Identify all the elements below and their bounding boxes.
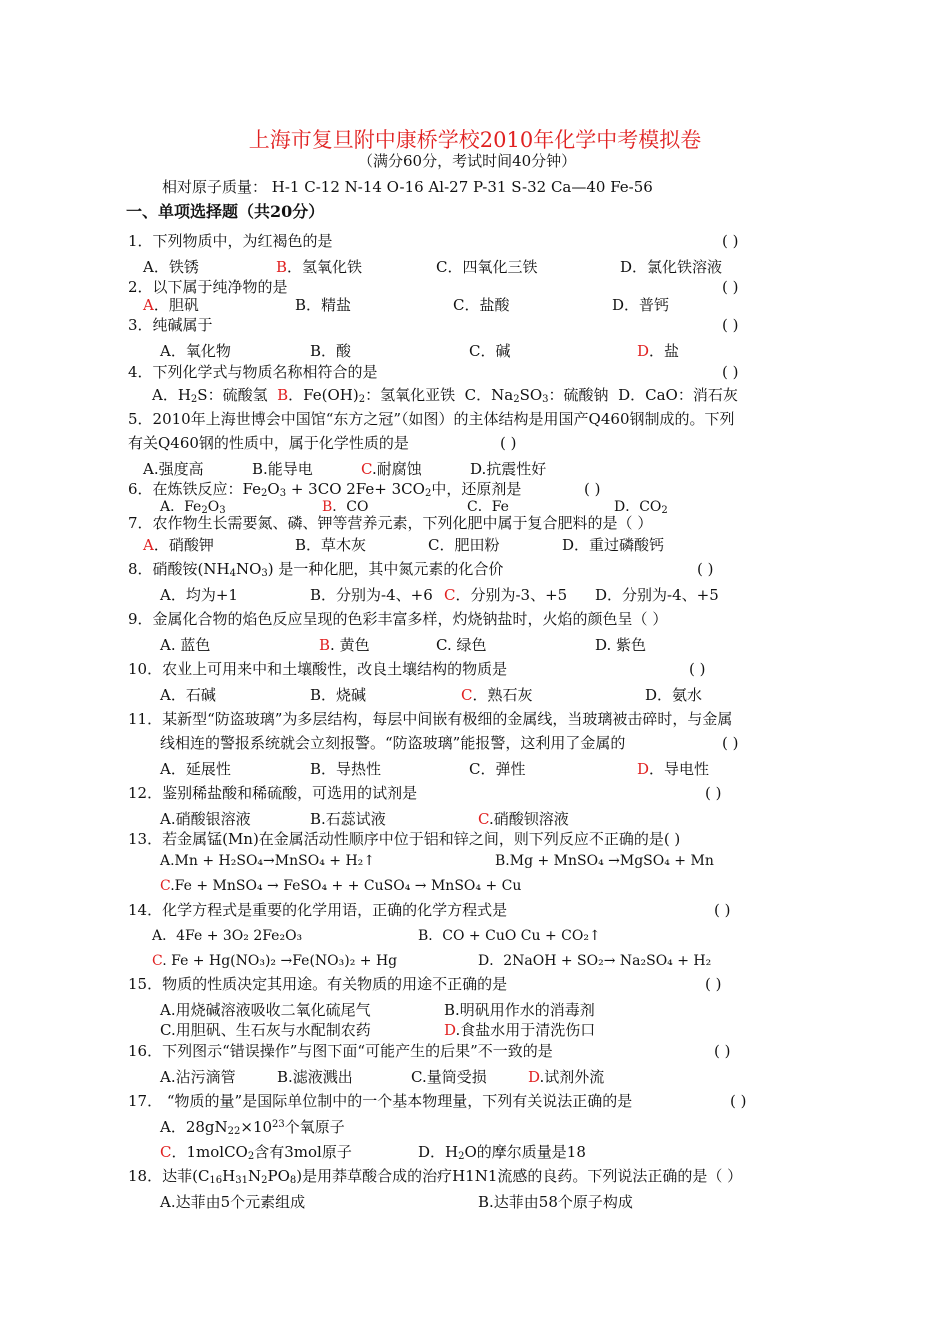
question-14-option-a: A．4Fe + 3O₂ 2Fe₂O₃	[152, 928, 303, 944]
option-text: .Fe + MnSO₄ → FeSO₄ + + CuSO₄ → MnSO₄ + Cu	[170, 878, 522, 894]
question-3-option-b: B．酸	[310, 342, 352, 360]
question-1-stem: 1．下列物质中，为红褐色的是	[128, 232, 333, 250]
question-3-stem: 3．纯碱属于	[128, 316, 213, 334]
option-text: .耐腐蚀	[371, 460, 422, 478]
option-text: ．分别为-3、+5	[455, 586, 568, 604]
answer-letter: C	[478, 810, 489, 828]
option-d: D．CaO：消石灰	[618, 386, 738, 404]
option-text: ．熟石灰	[472, 686, 533, 704]
question-5-line1: 5．2010年上海世博会中国馆“东方之冠”（如图）的主体结构是用国产Q460钢制成的。下列	[128, 410, 735, 428]
question-6-option-c: C．Fe	[467, 499, 509, 515]
question-1-option-d: D．氯化铁溶液	[620, 258, 723, 276]
option-text: ．导电性	[649, 760, 710, 778]
question-17-option-c: C．1molCO$_2$含有3mol原子	[160, 1143, 352, 1162]
question-8-option-c	[444, 584, 567, 606]
question-16-option-b: B.滤液溅出	[277, 1068, 353, 1086]
question-5-option-c	[361, 458, 422, 480]
question-5-option-a: A.强度高	[143, 460, 204, 478]
question-2-option-a	[143, 294, 199, 316]
question-10-option-d: D．氨水	[645, 686, 703, 704]
question-1-option-a: A．铁锈	[143, 258, 199, 276]
question-11-line2: 线相连的警报系统就会立刻报警。“防盗玻璃”能报警，这利用了金属的	[160, 734, 626, 752]
answer-letter: D	[637, 760, 650, 778]
question-1-option-c: C．四氧化三铁	[436, 258, 538, 276]
answer-letter: C	[444, 586, 456, 604]
atomic-masses: 相对原子质量： H-1 C-12 N-14 O-16 Al-27 P-31 S-32 Ca—40 Fe-56	[162, 178, 653, 196]
question-5-option-d: D.抗震性好	[470, 460, 547, 478]
question-13-option-c	[160, 875, 521, 897]
option-a: A．$H_2S$：硫酸氢	[152, 386, 268, 405]
option-text: ．硝酸钾	[153, 536, 214, 554]
question-13-option-b: B.Mg + MnSO₄ →MgSO₄ + Mn	[495, 853, 714, 869]
question-3-option-c: C．碱	[469, 342, 511, 360]
answer-letter: B	[322, 499, 333, 515]
question-17-stem: 17． “物质的量”是国际单位制中的一个基本物理量，下列有关说法正确的是	[128, 1092, 633, 1110]
question-4-answer-paren: ( )	[722, 363, 739, 381]
question-15-option-b: B.明矾用作水的消毒剂	[444, 1001, 595, 1019]
question-17-option-d: D．$H_2O$的摩尔质量是18	[418, 1143, 586, 1162]
question-8-option-b: B．分别为-4、+6	[310, 586, 433, 604]
question-11-option-b: B．导热性	[310, 760, 382, 778]
question-15-stem: 15．物质的性质决定其用途。有关物质的用途不正确的是	[128, 975, 508, 993]
question-6-stem: 6．在炼铁反应：$Fe_2O_3 + 3CO$ $2Fe+ 3CO_2$中，还原剂是	[128, 480, 522, 499]
question-11-option-c: C．弹性	[469, 760, 526, 778]
question-12-option-c	[478, 808, 569, 830]
question-11-answer-paren: ( )	[722, 734, 739, 752]
question-12-answer-paren: ( )	[705, 784, 722, 802]
question-7-stem: 7．农作物生长需要氮、磷、钾等营养元素，下列化肥中属于复合肥料的是（ ）	[128, 514, 653, 532]
question-16-option-a: A.沾污滴管	[160, 1068, 236, 1086]
option-text: ．胆矾	[153, 296, 199, 314]
option-text: .食盐水用于清洗伤口	[455, 1021, 596, 1039]
answer-letter: D	[444, 1021, 456, 1039]
question-9-option-d: D. 紫色	[595, 636, 647, 654]
option-text: .试剂外流	[539, 1068, 605, 1086]
question-15-answer-paren: ( )	[705, 975, 722, 993]
question-2-answer-paren: ( )	[722, 278, 739, 296]
question-1-option-b	[276, 256, 362, 278]
question-16-answer-paren: ( )	[714, 1042, 731, 1060]
section-title: 一、单项选择题（共20分）	[126, 202, 325, 221]
answer-letter: C	[461, 686, 473, 704]
question-6-option-a: A．$Fe_2O_3$	[160, 499, 226, 516]
question-7-option-a	[143, 534, 214, 556]
question-14-answer-paren: ( )	[714, 901, 731, 919]
question-11-line1: 11．某新型“防盗玻璃”为多层结构，每层中间嵌有极细的金属线，当玻璃被击碎时，与金属	[128, 710, 733, 728]
answer-letter: C	[160, 1143, 172, 1161]
answer-letter: D	[528, 1068, 540, 1086]
option-text: ．CO	[332, 499, 369, 515]
answer-letter: A	[143, 296, 154, 314]
question-5-line2: 有关Q460钢的性质中，属于化学性质的是	[128, 434, 409, 452]
answer-letter: C	[361, 460, 372, 478]
question-16-option-d	[528, 1066, 604, 1088]
question-8-option-d: D．分别为-4、+5	[595, 586, 719, 604]
question-12-option-b: B.石蕊试液	[310, 810, 386, 828]
question-11-option-a: A．延展性	[160, 760, 231, 778]
question-16-option-c: C.量筒受损	[411, 1068, 487, 1086]
question-15-option-c: C.用胆矾、生石灰与水配制农药	[160, 1021, 371, 1039]
answer-letter: A	[143, 536, 154, 554]
question-7-option-d: D．重过磷酸钙	[562, 536, 665, 554]
question-7-option-b: B．草木灰	[295, 536, 367, 554]
question-10-option-b: B．烧碱	[310, 686, 367, 704]
question-8-answer-paren: ( )	[697, 560, 714, 578]
question-11-option-d	[637, 758, 709, 780]
question-12-stem: 12．鉴别稀盐酸和稀硫酸，可选用的试剂是	[128, 784, 418, 802]
question-18-option-a: A.达菲由5个元素组成	[160, 1193, 306, 1211]
answer-letter: C	[160, 878, 171, 894]
question-9-option-a: A. 蓝色	[160, 636, 211, 654]
question-3-option-a: A．氧化物	[160, 342, 231, 360]
question-12-option-a: A.硝酸银溶液	[160, 810, 251, 828]
question-9-option-b	[319, 634, 370, 656]
question-9-stem: 9．金属化合物的焰色反应呈现的色彩丰富多样，灼烧钠盐时，火焰的颜色呈（ ）	[128, 610, 668, 628]
question-9-option-c: C. 绿色	[436, 636, 487, 654]
question-10-option-a: A．石碱	[160, 686, 216, 704]
question-17-option-a: A．$28gN_{22}\times 10^{23}$个氧原子	[160, 1118, 345, 1137]
option-text: .硝酸钡溶液	[488, 810, 569, 828]
question-2-stem: 2．以下属于纯净物的是	[128, 278, 288, 296]
page-subtitle: （满分60分，考试时间40分钟）	[358, 152, 577, 170]
question-3-answer-paren: ( )	[722, 316, 739, 334]
option-text: . Fe + Hg(NO₃)₂ →Fe(NO₃)₂ + Hg	[162, 953, 398, 969]
question-13-option-a: A.Mn + H₂SO₄→MnSO₄ + H₂↑	[160, 853, 375, 869]
option-c: C．$Na_2SO_3$：硫酸钠	[464, 386, 609, 405]
answer-letter: B	[319, 636, 331, 654]
question-5-answer-paren: ( )	[500, 434, 517, 452]
question-14-option-b: B．CO + CuO Cu + CO₂↑	[418, 928, 601, 944]
question-14-stem: 14．化学方程式是重要的化学用语，正确的化学方程式是	[128, 901, 508, 919]
question-4-stem: 4．下列化学式与物质名称相符合的是	[128, 363, 378, 381]
page-title: 上海市复旦附中康桥学校2010年化学中考模拟卷	[248, 128, 702, 152]
answer-letter: B	[276, 258, 288, 276]
question-13-stem: 13．若金属锰(Mn)在金属活动性顺序中位于铝和锌之间，则下列反应不正确的是( )	[128, 830, 681, 848]
question-6-option-d: D．$CO_2$	[614, 499, 668, 516]
question-4-options	[152, 384, 738, 406]
answer-letter: C	[152, 953, 163, 969]
question-2-option-c: C．盐酸	[453, 296, 510, 314]
question-17-answer-paren: ( )	[730, 1092, 747, 1110]
option-text: ．盐	[649, 342, 680, 360]
question-6-answer-paren: ( )	[584, 480, 601, 498]
answer-letter: D	[637, 342, 650, 360]
question-2-option-d: D．普钙	[612, 296, 670, 314]
question-14-option-c	[152, 950, 397, 972]
question-10-option-c	[461, 684, 533, 706]
question-8-stem: 8．硝酸铵$(NH_4NO_3)$ 是一种化肥，其中氮元素的化合价	[128, 560, 504, 579]
question-18-option-b: B.达菲由58个原子构成	[478, 1193, 633, 1211]
question-2-option-b: B．精盐	[295, 296, 352, 314]
question-1-answer-paren: ( )	[722, 232, 739, 250]
question-15-option-a: A.用烧碱溶液吸收二氧化硫尾气	[160, 1001, 371, 1019]
question-10-stem: 10．农业上可用来中和土壤酸性，改良土壤结构的物质是	[128, 660, 508, 678]
question-15-option-d	[444, 1019, 595, 1041]
question-16-stem: 16．下列图示“错误操作”与图下面“可能产生的后果”不一致的是	[128, 1042, 553, 1060]
question-10-answer-paren: ( )	[689, 660, 706, 678]
option-text: ．氢氧化铁	[287, 258, 363, 276]
question-14-option-d: D．2NaOH + SO₂→ Na₂SO₄ + H₂	[478, 953, 712, 969]
question-5-option-b: B.能导电	[252, 460, 313, 478]
option-text: . 黄色	[330, 636, 370, 654]
question-7-option-c: C．肥田粉	[428, 536, 500, 554]
question-3-option-d	[637, 340, 679, 362]
option-b: ．$Fe(OH)_2$：氢氧化亚铁	[288, 386, 456, 405]
answer-letter: B	[277, 386, 289, 404]
question-8-option-a: A．均为+1	[160, 586, 238, 604]
question-18-stem: 18．达菲$(C_{16}H_{31}N_2PO_8)$是用莽草酸合成的治疗H1N1流感的良药。下列说法正确的是（ ）	[128, 1167, 743, 1186]
